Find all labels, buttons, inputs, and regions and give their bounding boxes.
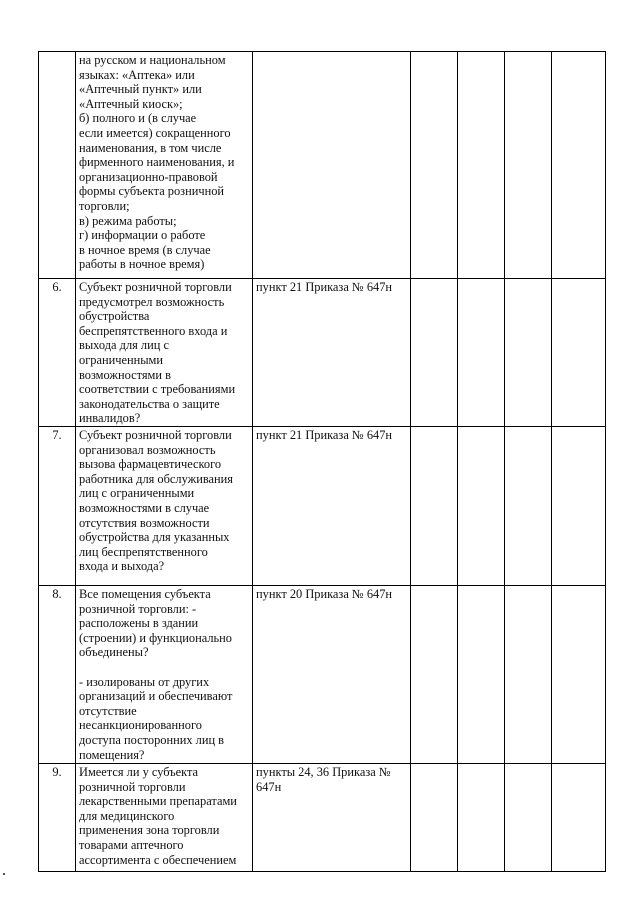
- question-line: в) режима работы;: [79, 213, 177, 228]
- question-line: розничной торговли: [79, 779, 186, 794]
- question-line: обустройства: [79, 309, 150, 324]
- question-line: «Аптечный пункт» или: [79, 82, 202, 97]
- reference-line: 647н: [256, 779, 282, 794]
- table-row: [39, 52, 606, 279]
- reference-line: пункт 21 Приказа № 647н: [256, 280, 393, 294]
- checklist-rows: [39, 52, 606, 872]
- question-line: (строении) и функционально: [79, 630, 233, 645]
- question-line: Субъект розничной торговли: [79, 280, 232, 294]
- reference-cell: [253, 52, 411, 279]
- question-line: ассортимента с обеспечением: [79, 852, 237, 867]
- question-line: объединены?: [79, 645, 149, 660]
- answer-no-cell: [458, 52, 505, 279]
- answer-yes-cell: [411, 427, 458, 586]
- question-cell: [76, 52, 253, 279]
- question-line: для медицинского: [79, 808, 175, 823]
- answer-no-cell: [458, 427, 505, 586]
- question-line: возможностями в случае: [79, 500, 210, 515]
- reference-line: пункт 20 Приказа № 647н: [256, 587, 393, 601]
- question-line: организаций и обеспечивают: [79, 689, 233, 704]
- question-line: лекарственными препаратами: [79, 794, 237, 809]
- question-line: обустройства для указанных: [79, 530, 230, 545]
- item-number: [39, 52, 76, 279]
- question-line: несанкционированного: [79, 718, 202, 733]
- scan-speck: [3, 873, 5, 875]
- reference-line: пункт 21 Приказа № 647н: [256, 428, 393, 442]
- question-line: «Аптечный киоск»;: [79, 96, 183, 111]
- question-line: беспрепятственного входа и: [79, 323, 228, 338]
- not-applicable-cell: [505, 279, 552, 427]
- question-line: инвалидов?: [79, 411, 141, 426]
- question-line: отсутствия возможности: [79, 515, 210, 530]
- not-applicable-cell: [505, 764, 552, 872]
- question-line: предусмотрел возможность: [79, 294, 225, 309]
- table-row: [39, 764, 606, 872]
- question-line: розничной торговли: -: [79, 601, 197, 616]
- reference-line: пункты 24, 36 Приказа №: [256, 765, 391, 779]
- question-line: выхода для лиц с: [79, 338, 169, 353]
- answer-no-cell: [458, 279, 505, 427]
- question-line: соответствии с требованиями: [79, 382, 236, 397]
- question-line: лиц беспрепятственного: [79, 544, 208, 559]
- question-line: вызова фармацевтического: [79, 457, 222, 472]
- question-cell: [76, 586, 253, 764]
- not-applicable-cell: [505, 427, 552, 586]
- question-line: торговли;: [79, 198, 130, 213]
- question-line: товарами аптечного: [79, 837, 184, 852]
- reference-cell: [253, 586, 411, 764]
- not-applicable-cell: [505, 52, 552, 279]
- question-line: г) информации о работе: [79, 228, 206, 243]
- question-line: в ночное время (в случае: [79, 242, 211, 257]
- not-applicable-cell: [505, 586, 552, 764]
- answer-yes-cell: [411, 764, 458, 872]
- question-line: помещения?: [79, 747, 145, 762]
- table-row: [39, 586, 606, 764]
- question-cell: [76, 427, 253, 586]
- item-number: 9.: [39, 764, 76, 872]
- question-line: организовал возможность: [79, 442, 216, 457]
- question-line: - изолированы от других: [79, 674, 210, 689]
- question-line: применения зона торговли: [79, 823, 220, 838]
- question-line: организационно-правовой: [79, 169, 218, 184]
- question-line: Субъект розничной торговли: [79, 428, 232, 442]
- item-number: 7.: [39, 427, 76, 586]
- question-line: доступа посторонних лиц в: [79, 732, 225, 747]
- question-line: расположены в здании: [79, 616, 199, 631]
- question-line: б) полного и (в случае: [79, 111, 197, 126]
- question-line: лиц с ограниченными: [79, 486, 195, 501]
- question-line: работы в ночное время): [79, 257, 205, 272]
- item-number: 6.: [39, 279, 76, 427]
- note-cell: [552, 764, 606, 872]
- question-line: законодательства о защите: [79, 396, 220, 411]
- answer-yes-cell: [411, 279, 458, 427]
- question-line: Имеется ли у субъекта: [79, 765, 199, 779]
- question-line: наименования, в том числе: [79, 140, 222, 155]
- note-cell: [552, 427, 606, 586]
- item-number: 8.: [39, 586, 76, 764]
- question-line: формы субъекта розничной: [79, 184, 225, 199]
- question-line: если имеется) сокращенного: [79, 125, 231, 140]
- question-line: входа и выхода?: [79, 559, 165, 574]
- question-line: отсутствие: [79, 703, 137, 718]
- question-line: Все помещения субъекта: [79, 587, 211, 601]
- question-cell: [76, 279, 253, 427]
- question-line: языках: «Аптека» или: [79, 67, 195, 82]
- note-cell: [552, 586, 606, 764]
- answer-yes-cell: [411, 52, 458, 279]
- reference-cell: [253, 427, 411, 586]
- note-cell: [552, 52, 606, 279]
- answer-no-cell: [458, 764, 505, 872]
- table-row: [39, 279, 606, 427]
- question-line: на русском и национальном: [79, 53, 226, 67]
- question-line: ограниченными: [79, 352, 164, 367]
- note-cell: [552, 279, 606, 427]
- question-line: фирменного наименования, и: [79, 155, 235, 170]
- question-line: возможностями в: [79, 367, 171, 382]
- reference-cell: [253, 279, 411, 427]
- question-line: [79, 660, 249, 675]
- answer-yes-cell: [411, 586, 458, 764]
- checklist-table: [38, 51, 606, 872]
- answer-no-cell: [458, 586, 505, 764]
- question-cell: [76, 764, 253, 872]
- question-line: работника для обслуживания: [79, 471, 233, 486]
- reference-cell: [253, 764, 411, 872]
- table-row: [39, 427, 606, 586]
